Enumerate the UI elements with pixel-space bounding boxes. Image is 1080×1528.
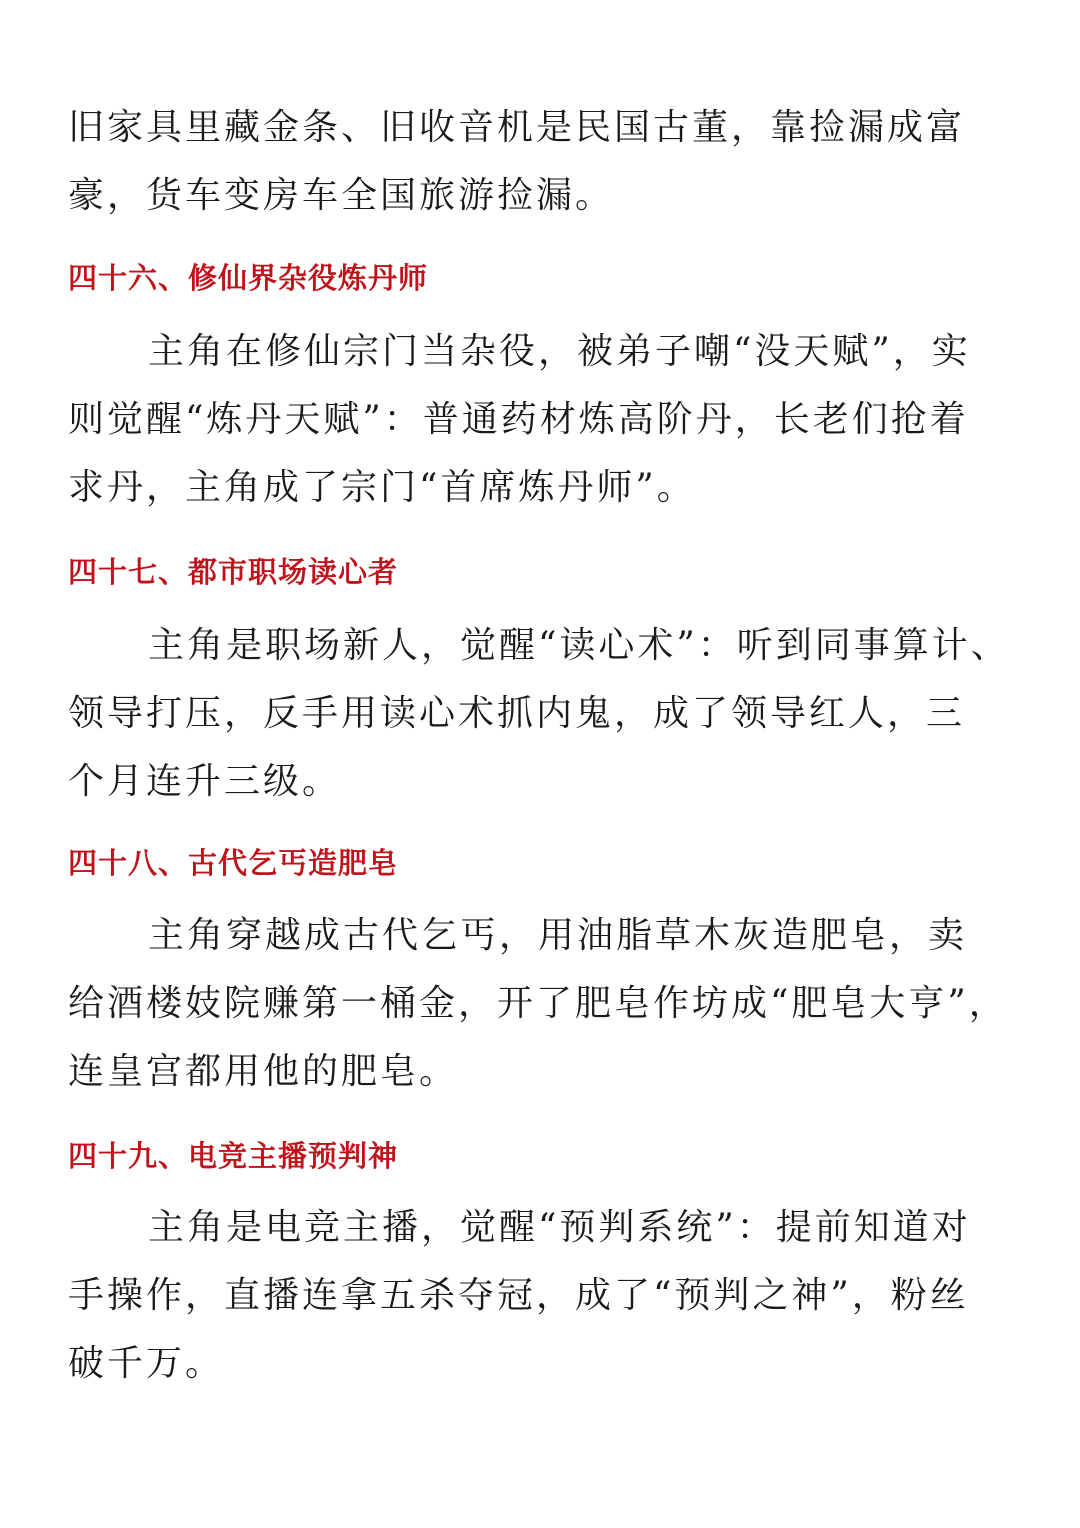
paragraph-line: 则觉醒“炼丹天赋”：普通药材炼高阶丹，长老们抢着 — [68, 399, 969, 440]
section-heading: 四十八、古代乞丐造肥皂 — [68, 846, 399, 880]
paragraph-line: 主角在修仙宗门当杂役，被弟子嘲“没天赋”，实 — [148, 331, 971, 372]
paragraph-line: 给酒楼妓院赚第一桶金，开了肥皂作坊成“肥皂大亨”， — [68, 983, 1008, 1024]
section-heading: 四十七、都市职场读心者 — [68, 555, 399, 589]
paragraph-line: 旧家具里藏金条、旧收音机是民国古董，靠捡漏成富 — [68, 107, 966, 148]
paragraph-line: 领导打压，反手用读心术抓内鬼，成了领导红人，三 — [68, 693, 966, 734]
section-paragraph — [68, 318, 1013, 522]
section-paragraph — [68, 612, 1013, 816]
paragraph-line: 手操作，直播连拿五杀夺冠，成了“预判之神”，粉丝 — [68, 1275, 969, 1316]
paragraph-line: 求丹，主角成了宗门“首席炼丹师”。 — [68, 467, 696, 508]
paragraph-line: 连皇宫都用他的肥皂。 — [68, 1051, 459, 1092]
section-heading: 四十六、修仙界杂役炼丹师 — [68, 261, 429, 295]
paragraph-line: 主角是电竞主播，觉醒“预判系统”：提前知道对 — [148, 1207, 971, 1248]
section-paragraph — [68, 1194, 1013, 1398]
paragraph-line: 主角是职场新人，觉醒“读心术”：听到同事算计、 — [148, 625, 1010, 666]
section-paragraph — [68, 902, 1013, 1106]
paragraph-line: 豪，货车变房车全国旅游捡漏。 — [68, 175, 615, 216]
paragraph-line: 个月连升三级。 — [68, 761, 342, 802]
paragraph-line: 破千万。 — [68, 1343, 225, 1384]
section-heading: 四十九、电竞主播预判神 — [68, 1139, 399, 1173]
intro-paragraph — [68, 94, 1013, 230]
paragraph-line: 主角穿越成古代乞丐，用油脂草木灰造肥皂，卖 — [148, 915, 968, 956]
